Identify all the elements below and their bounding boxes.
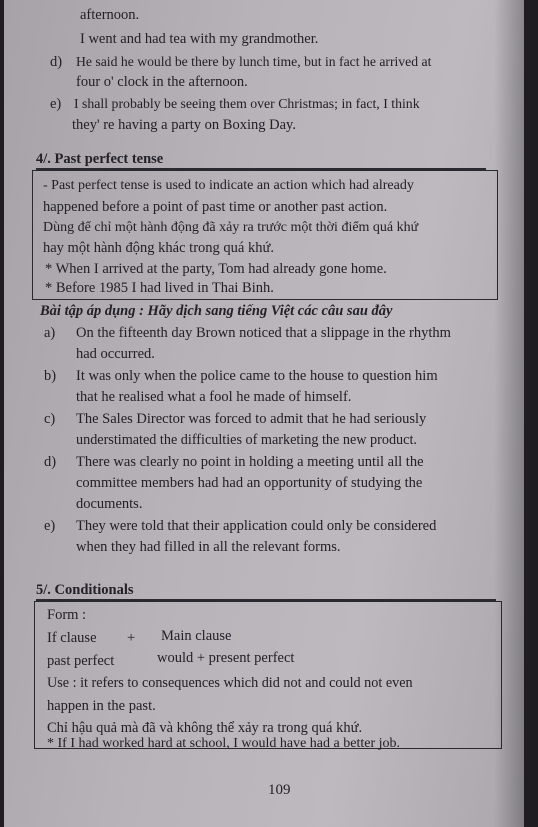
ex-c-line-2: understimated the difficulties of marketing the new product. xyxy=(76,432,417,448)
ex-b-line-1: It was only when the police came to the house to question him xyxy=(76,368,438,384)
s5-would-present: would + present perfect xyxy=(157,650,295,666)
s4-line-3: Dùng để chỉ một hành động đã xảy ra trước một thời điểm quá khứ xyxy=(43,220,419,235)
ex-e-line-2: when they had filled in all the relevant forms. xyxy=(76,539,341,555)
d-label: d) xyxy=(50,54,63,70)
ex-d-line-1: There was clearly no point in holding a meeting until all the xyxy=(76,454,424,470)
s5-vi-line: Chỉ hậu quả mà đã và không thể xảy ra trong quá khứ. xyxy=(47,720,363,736)
s5-use-line-1: Use : it refers to consequences which did not and could not even xyxy=(47,675,413,691)
section-4-heading: 4/. Past perfect tense xyxy=(36,151,164,167)
s5-use-line-2: happen in the past. xyxy=(47,698,156,714)
e-line-1: I shall probably be seeing them over Christmas; in fact, I think xyxy=(74,96,420,111)
s5-past-perfect: past perfect xyxy=(47,653,115,669)
ex-c-line-1: The Sales Director was forced to admit that he had seriously xyxy=(76,411,427,427)
s4-line-6: * Before 1985 I had lived in Thai Binh. xyxy=(45,280,274,296)
ex-e-label: e) xyxy=(44,518,56,534)
s5-if-clause: If clause xyxy=(47,630,97,646)
ex-a-label: a) xyxy=(44,325,56,341)
section-5-box xyxy=(34,601,502,749)
ex-d-line-3: documents. xyxy=(76,496,143,512)
page-number: 109 xyxy=(268,782,291,798)
d-line-1: He said he would be there by lunch time, but in fact he arrived at xyxy=(76,54,432,69)
s5-plus: + xyxy=(127,630,136,646)
s4-line-2: happened before a point of past time or another past action. xyxy=(43,199,388,215)
section-4-box xyxy=(32,170,498,300)
ex-c-label: c) xyxy=(44,411,56,427)
section-5-heading: 5/. Conditionals xyxy=(36,582,134,598)
s5-form-label: Form : xyxy=(47,607,87,623)
ex-a-line-1: On the fifteenth day Brown noticed that a slippage in the rhythm xyxy=(76,325,451,341)
s5-example: * If I had worked hard at school, I would have had a better job. xyxy=(47,736,400,751)
exercise-title: Bài tập áp dụng : Hãy dịch sang tiếng Việt các câu sau đây xyxy=(40,303,393,319)
d-line-2: four o' clock in the afternoon. xyxy=(76,74,248,90)
s4-line-4: hay một hành động khác trong quá khứ. xyxy=(43,240,274,256)
s4-line-5: * When I arrived at the party, Tom had already gone home. xyxy=(45,261,387,277)
s5-main-clause: Main clause xyxy=(161,628,232,644)
ex-d-label: d) xyxy=(44,454,57,470)
ex-e-line-1: They were told that their application could only be considered xyxy=(76,518,437,534)
ex-a-line-2: had occurred. xyxy=(76,346,155,362)
c-line-2: I went and had tea with my grandmother. xyxy=(80,31,319,47)
s4-line-1: - Past perfect tense is used to indicate an action which had already xyxy=(43,178,414,193)
ex-d-line-2: committee members had had an opportunity of studying the xyxy=(76,475,423,491)
e-line-2: they' re having a party on Boxing Day. xyxy=(72,117,296,133)
e-label: e) xyxy=(50,96,62,112)
ex-b-line-2: that he realised what a fool he made of himself. xyxy=(76,389,352,405)
c-line-1: afternoon. xyxy=(80,7,140,23)
book-page xyxy=(4,0,524,827)
ex-b-label: b) xyxy=(44,368,57,384)
